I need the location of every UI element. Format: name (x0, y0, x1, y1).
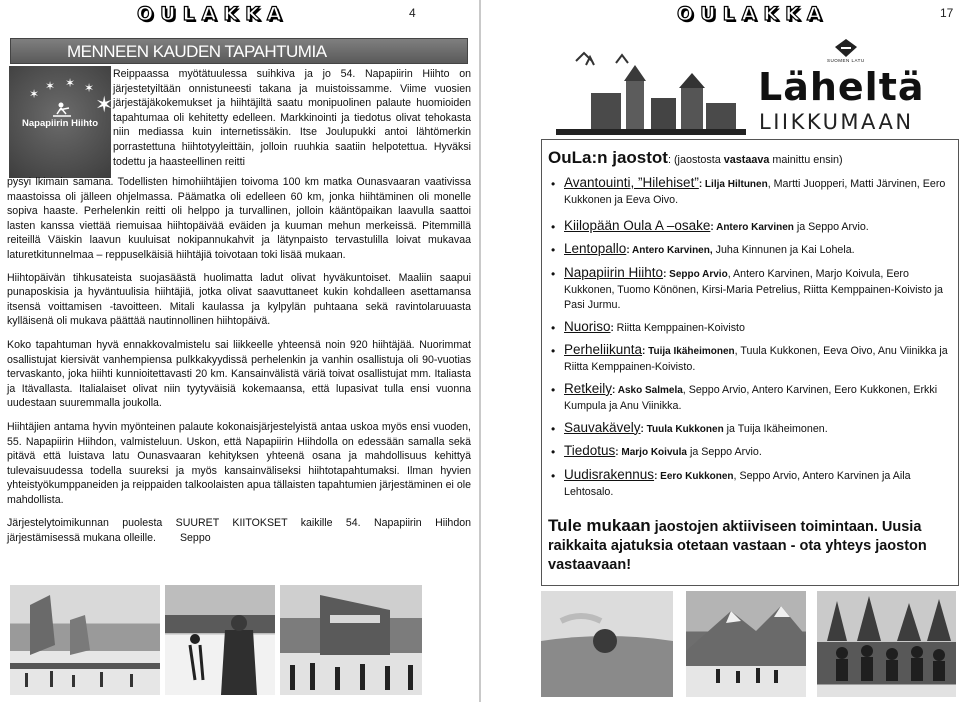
section-name: Lentopallo (564, 241, 627, 257)
closing-text: Järjestelytoimikunnan puolesta SUURET KIITOKSET kaikille 54. Napapiirin Hiihdon järjestämisessä mukana olleille. (7, 517, 471, 545)
star-icon: ✶ (65, 76, 76, 90)
page-gutter (479, 0, 481, 702)
logo-subtitle: LIIKKUMAAN (759, 110, 914, 134)
section-leader: : (610, 322, 617, 334)
section-item (548, 343, 948, 375)
section-item (548, 444, 948, 461)
section-members: ja Tuija Ikäheimonen. (723, 422, 828, 435)
article-body (7, 175, 471, 555)
photo-strip-left (10, 585, 472, 695)
section-leader: : Antero Karvinen, (626, 245, 713, 257)
paragraph: pysyi lkimain samana. Todellisten himohiihtäjien toivoma 100 km matka Ounasvaaran vaativissa maastoissa oli jälleen ohjelmassa. Päämatka oli edelleen 60 km, jonka hiihtäminen oli monelle sopiva haaste. Perhelenkin reitti oli helppo ja turvallinen, jolloin kääntöpaikan laavulla saattoi lasten kanssa viettää riemuisaa hiihtopäivää eväiden ja kuuman mehun merkeissä. Pitemmillä reiteillä Väiskin laavun kuuluisat nokipannukahvit ja lätynpaisto tervastulilla loivat mukavaa laturetkitunnelmaa – reppuselkäisiä hiihtäjiä toivotaan toki lisää mukaan. (7, 176, 471, 261)
photo-strip-right (541, 591, 956, 697)
finish-area-photo (280, 585, 422, 695)
section-name: Uudisrakennus (564, 467, 655, 483)
jaostot-heading (548, 148, 948, 168)
cta-text: jaostojen aktiiviseen toimintaan. Uusia raikkaita ajatuksia otetaan vastaan - ota yhteys jaoston vastaavaan! (548, 518, 927, 573)
cta-lead: Tule mukaan (548, 515, 651, 535)
signature: Seppo (179, 532, 211, 545)
section-leader: : Eero Kukkonen (654, 471, 734, 483)
ice-swimming-photo (541, 591, 673, 697)
fell-hiking-photo (686, 591, 806, 697)
section-members: , Antero Karvinen, Marjo Koivula, Eero Kukkonen, Tuomo Könönen, Kirsi-Maria Petrelius, Riitta Kemppainen-Koivisto ja Pasi Jurmu. (564, 268, 943, 311)
section-name: Kiilopään Oula A –osake (564, 217, 711, 233)
section-leader: : Marjo Koivula (615, 447, 687, 459)
section-name: Tiedotus (564, 443, 616, 459)
article-intro (113, 67, 471, 174)
paragraph: Hiihtopäivän tihkusateista suojasäästä huolimatta ladut olivat hyväkuntoiset. Maaliin saapui punaposkisia ja hyväntuulisia hiihtäjiä, jotka olivat saavuttaneet kukin kohdalleen asettamansa itsensä voittamisen -tavoitteen. Mitali kaulassa ja kylpylän puhtaana sekä ravintolaruuasta kylläisenä oli mukava päättää nautinnollinen hiihtopäivä. (7, 271, 471, 328)
star-icon: ✶ (29, 87, 40, 101)
section-leader: : Tuula Kukkonen (640, 423, 724, 435)
section-item (548, 219, 948, 236)
logo-title: Läheltä (758, 65, 925, 109)
jaostot-note-a: : (jaostosta (667, 154, 724, 166)
napapiirin-hiihto-logo (9, 66, 114, 178)
section-members: , Seppo Arvio, Antero Karvinen ja Aila Lehtosalo. (564, 470, 911, 498)
skiers-photo (165, 585, 275, 695)
section-name: Napapiirin Hiihto (564, 265, 664, 281)
section-members: , Seppo Arvio, Antero Karvinen, Eero Kukkonen, Erkki Kumpula ja Anu Viinikka. (564, 383, 938, 412)
group-photo (817, 591, 956, 697)
section-name: Perheliikunta (564, 342, 643, 358)
section-members: ja Seppo Arvio. (686, 446, 762, 459)
section-item (548, 468, 948, 500)
paragraph: Koko tapahtuman hyvä ennakkovalmistelu sai liikkeelle yhteensä noin 920 hiihtäjää. Nuorimmat osallistujat kiersivät vanhempiensa pulkkakyydissä perhelenkin ja vanhin osallistuja oli 90-vuotias tervaskanto, joka hiihti kunnioitettavasti 20 km. Kansainvälistä väriä toivat osallistujat mm. Italiasta ja Itävallasta. Italialaiset olivat niin tyytyväisiä kokemaansa, että lupasivat tulla ensi vuonna uudestaan suuremmalla joukolla. (7, 338, 471, 410)
jaostot-box (541, 139, 959, 586)
section-item (548, 421, 948, 438)
section-banner: MENNEEN KAUDEN TAPAHTUMIA (10, 38, 468, 64)
suomen-latu-emblem-icon (833, 37, 859, 59)
jaostot-note-c: mainittu ensin) (769, 154, 843, 166)
section-name: Sauvakävely (564, 419, 641, 435)
section-item (548, 242, 948, 259)
section-members: Juha Kinnunen ja Kai Lohela. (712, 244, 855, 257)
section-name: Retkeily (564, 380, 613, 396)
section-leader: : Tuija Ikäheimonen (642, 346, 735, 358)
section-name: Nuoriso (564, 318, 611, 334)
paragraph: Hiihtäjien antama hyvin myönteinen palaute kokonaisjärjestelyistä antaa uskoa myös ensi vuoden, 55. Napapiirin Hiihdon, valmisteluun. Uskon, että Napapiirin Hiihdolla on edessään samalla sekä pitävä että luistava latu Ounasvaaran kehityksen yhteenä osana ja mahdollisuus kehittyä tulevaisuudessa todella suureksi ja myös kansainväliseksi hiihtotapahtumaksi. Ilman hyvien yhteistyökumppaneiden ja reippaiden talkoolaisten apua tällaisten tapahtumien järjestäminen ei ole mahdollista. (7, 420, 471, 506)
section-members: , Tuula Kukkonen, Eeva Oivo, Anu Viinikka ja Riitta Kemppainen-Koivisto. (564, 345, 948, 374)
logo-title: Napapiirin Hiihto (22, 118, 98, 129)
section-members: Riitta Kemppainen-Koivisto (616, 321, 745, 334)
section-name: Avantouinti, ”Hilehiset” (564, 175, 699, 190)
skier-icon (39, 102, 83, 118)
town-skyline-illustration (556, 43, 746, 135)
section-item (548, 176, 948, 208)
page-number-left: 4 (409, 6, 416, 20)
jaostot-list (548, 176, 948, 500)
jaostot-title: OuLa:n jaostot (548, 148, 668, 167)
jaostot-note-b: vastaava (723, 154, 770, 166)
section-leader: : Asko Salmela (612, 384, 683, 396)
section-item (548, 266, 948, 312)
closing-paragraph (7, 516, 471, 545)
masthead-right: OULAKKA (677, 3, 829, 25)
laheltä-liikkumaan-logo (751, 37, 953, 132)
section-members: ja Seppo Arvio. (793, 220, 869, 233)
club-name-small: SUOMEN LATU (827, 58, 865, 63)
section-item (548, 382, 948, 414)
masthead-left: OULAKKA (137, 3, 289, 25)
intro-paragraph: Reippaassa myötätuulessa suihkiva ja jo 54. Napapiirin Hiihto on järjestetyiltään onnistuneesti takana ja muistoissamme. Viime vuosien järjestäjäkokemukset ja hiihtäjiltä saatu monipuolinen palaute huomioiden tapahtumaa oli kehitetty edelleen. Markkinointi ja tiedotus olivat tehokasta niin mediassa kuin internetissäkin. Itse Joulupukki antoi lähtömerkin porrastettuna hiihtotyyleittäin, jolloin ruuhkia saatiin helpotettua. Hyväksi todettu ja haasteellinen reitti (113, 68, 471, 168)
star-icon: ✶ (45, 79, 56, 93)
section-leader: : Antero Karvinen (710, 221, 794, 233)
ski-jump-photo (10, 585, 160, 695)
star-icon: ✶ (95, 92, 114, 117)
section-leader: : Lilja Hiltunen (698, 179, 768, 190)
section-item (548, 320, 948, 337)
call-to-action (548, 516, 948, 575)
star-icon: ✶ (84, 81, 95, 95)
page-number-right: 17 (940, 6, 954, 20)
section-leader: : Seppo Arvio (663, 269, 728, 281)
section-members: , Martti Juopperi, Matti Järvinen, Eero Kukkonen ja Eeva Oivo. (564, 178, 946, 206)
